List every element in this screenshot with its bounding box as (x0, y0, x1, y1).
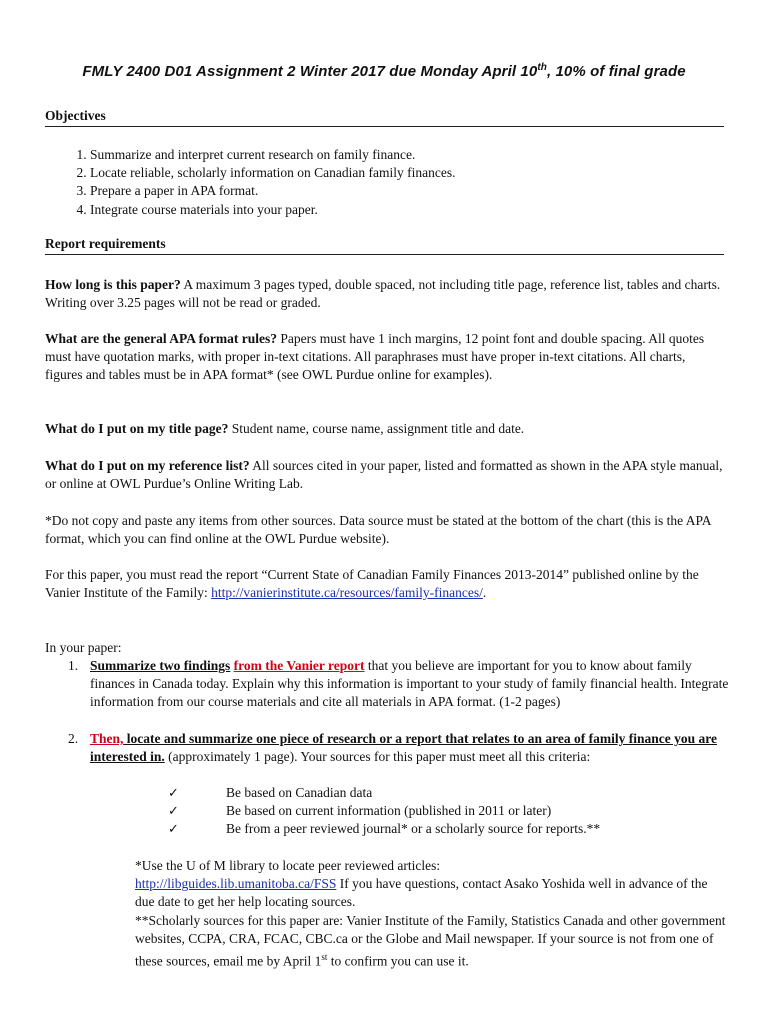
in-your-paper-label: In your paper: (45, 640, 122, 655)
checkmark-icon: ✓ (168, 821, 179, 836)
criteria-item: Be based on Canadian data (226, 785, 373, 800)
checkmark-icon: ✓ (168, 803, 179, 818)
paragraph-copy-note: *Do not copy and paste any items from other sources. Data source must be stated at the bottom of the chart (this is the APA format, which you can find online at the OWL Purdue website). (45, 513, 711, 547)
paragraph-vanier-report: For this paper, you must read the report “Current State of Canadian Family Finances 2013-2014” published online by the Vanier Institute of the Family: http://vanierinstitute.ca/resources/family-finances/. (45, 567, 699, 601)
checkmark-icon: ✓ (168, 785, 179, 800)
report-requirements-heading: Report requirements (45, 236, 724, 255)
paragraph-length: How long is this paper? A maximum 3 pages typed, double spaced, not including title page, reference list, tables and charts. Writing over 3.25 pages will not be read or graded. (45, 277, 721, 311)
criteria-item: Be from a peer reviewed journal* or a scholarly source for reports.** (226, 821, 601, 836)
note-scholarly-sources: **Scholarly sources for this paper are: Vanier Institute of the Family, Statistics Canada and other government websites, CCPA, CRA, FCAC, CBC.ca or the Globe and Mail newspaper. If your source is not from one of these sources, email me by April 1st to confirm you can use it. (135, 913, 726, 969)
task-2-text: Then, locate and summarize one piece of research or a report that relates to an area of family finance you are interested in. (approximately 1 page). Your sources for this paper must meet all this criteria: (90, 731, 718, 765)
document-title: FMLY 2400 D01 Assignment 2 Winter 2017 due Monday April 10th, 10% of final grade (82, 62, 686, 80)
criteria-item: Be based on current information (published in 2011 or later) (226, 803, 552, 818)
list-item: 2. Locate reliable, scholarly information on Canadian family finances. (90, 164, 456, 182)
task-1-number: 1. (68, 658, 79, 673)
paragraph-title-page: What do I put on my title page? Student name, course name, assignment title and date. (45, 421, 525, 436)
vanier-link[interactable]: http://vanierinstitute.ca/resources/family-finances/ (211, 585, 483, 601)
libguides-link[interactable]: http://libguides.lib.umanitoba.ca/FSS (135, 876, 337, 892)
list-item: 1. Summarize and interpret current research on family finance. (90, 146, 456, 164)
objectives-heading: Objectives (45, 108, 724, 127)
paragraph-reference-list: What do I put on my reference list? All sources cited in your paper, listed and formatted as shown in the APA style manual, or online at OWL Purdue’s Online Writing Lab. (45, 458, 723, 492)
objectives-list (45, 146, 456, 219)
note-library: *Use the U of M library to locate peer reviewed articles: http://libguides.lib.umanitoba.ca/FSS If you have questions, contact Asako Yoshida well in advance of the due date to get her help locating sources. (135, 858, 708, 910)
task-2-number: 2. (68, 731, 79, 746)
list-item: 3. Prepare a paper in APA format. (90, 182, 456, 200)
list-item: 4. Integrate course materials into your paper. (90, 201, 456, 219)
paragraph-apa-rules: What are the general APA format rules? Papers must have 1 inch margins, 12 point font and double spacing. All quotes must have quotation marks, with proper in-text citations. All paraphrases must have proper in-text citations. All charts, figures and tables must be in APA format* (see OWL Purdue online for examples). (45, 331, 705, 383)
task-1-text: Summarize two findings from the Vanier report that you believe are important for you to know about family finances in Canada today. Explain why this information is important to your study of family financial health. Integrate information from our course materials and cite all materials in APA format. (1-2 pages) (90, 658, 729, 710)
